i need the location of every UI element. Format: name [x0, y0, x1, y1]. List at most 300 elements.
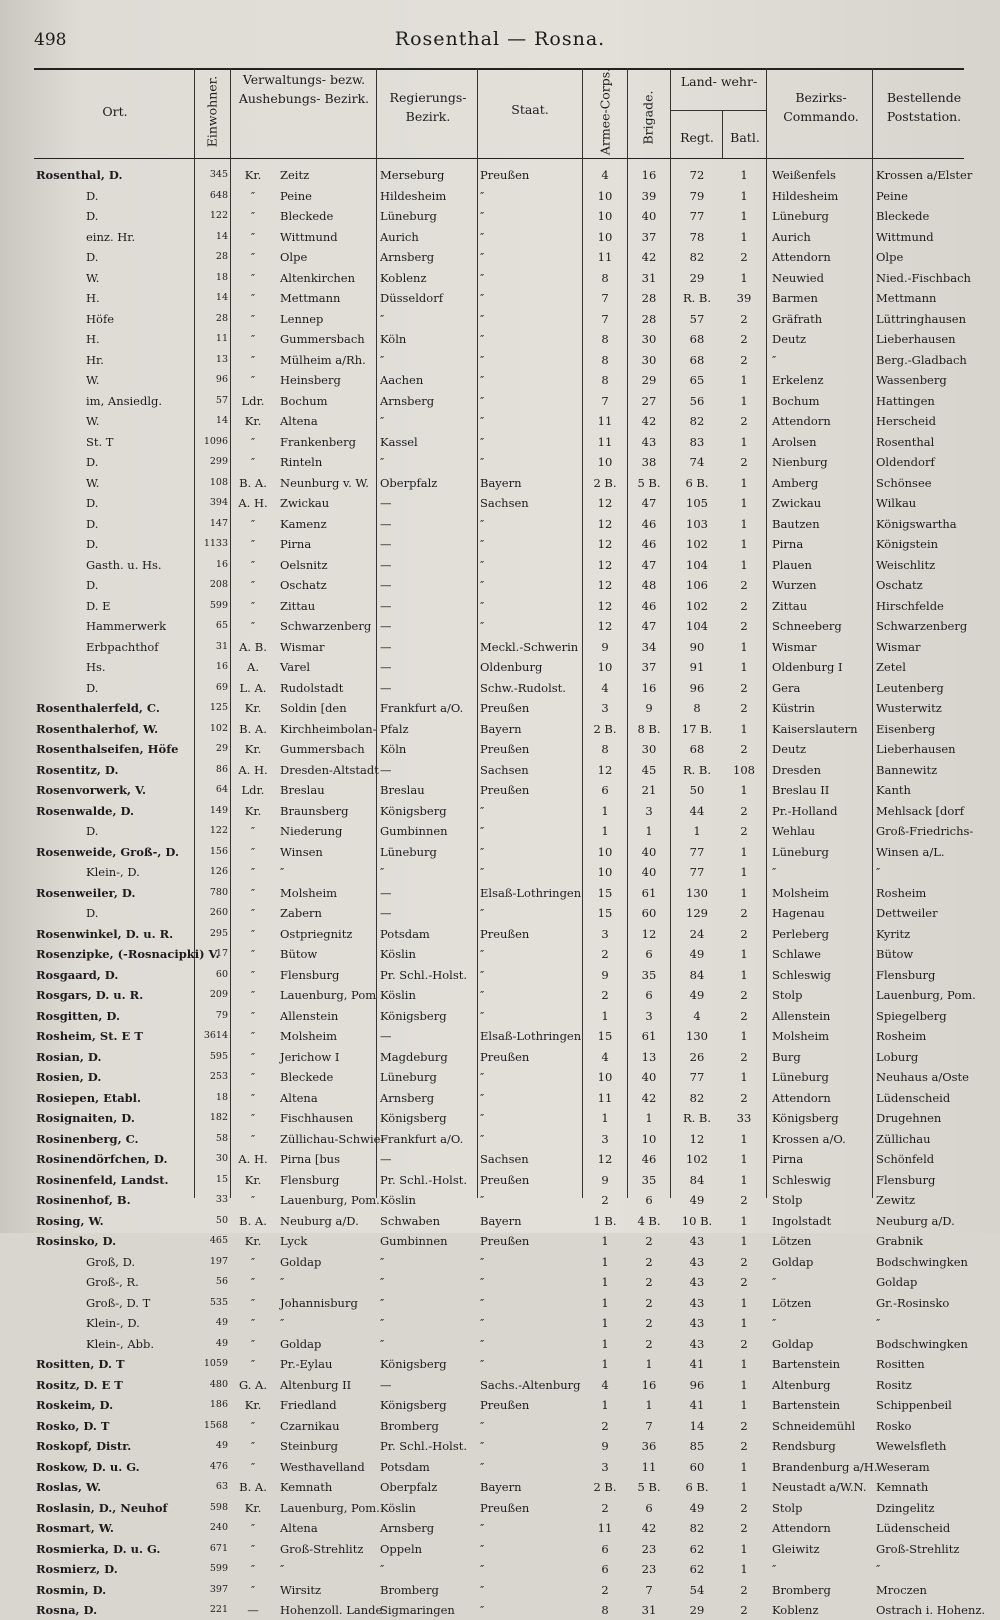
- table-row: [0, 1313, 1000, 1333]
- state-cell: Preußen: [480, 1398, 530, 1412]
- district-type-cell: B. A.: [239, 721, 267, 736]
- district-command-cell: Schleswig: [772, 1172, 831, 1187]
- population-cell: 126: [209, 866, 228, 877]
- state-cell: ″: [480, 1582, 485, 1597]
- district-command-cell: Erkelenz: [772, 373, 824, 387]
- army-corps-cell: 12: [597, 578, 613, 592]
- state-cell: ″: [480, 1603, 485, 1617]
- district-cell: Allenstein: [280, 1008, 339, 1023]
- post-station-cell: Berg.-Gladbach: [876, 352, 967, 367]
- regiment-cell: 78: [689, 229, 705, 244]
- army-corps-cell: 1: [601, 1275, 609, 1289]
- government-district-cell: —: [380, 496, 392, 510]
- brigade-cell: 31: [641, 270, 657, 285]
- district-type-cell: ″: [250, 988, 256, 1002]
- population-cell: 16: [215, 661, 228, 672]
- district-type-cell: Kr.: [244, 1500, 262, 1515]
- battalion-cell: 1: [740, 1172, 748, 1187]
- post-station-cell: Nied.-Fischbach: [876, 270, 971, 285]
- table-row: [0, 842, 1000, 862]
- district-cell: Kamenz: [280, 516, 327, 531]
- table-header-rule: [34, 158, 964, 159]
- district-command-cell: Bartenstein: [772, 1357, 841, 1371]
- district-command-cell: Krossen a/O.: [772, 1131, 846, 1146]
- regiment-cell: 6 B.: [685, 475, 709, 490]
- battalion-cell: 1: [740, 947, 748, 961]
- regiment-cell: 49: [689, 947, 705, 961]
- district-command-cell: Lötzen: [772, 1234, 812, 1248]
- state-cell: ″: [480, 188, 485, 203]
- post-station-cell: Lieberhausen: [876, 332, 956, 346]
- ort-cell: Rosenweiler, D.: [36, 885, 136, 900]
- battalion-cell: 1: [740, 1377, 748, 1392]
- population-cell: 63: [215, 1481, 228, 1492]
- army-corps-cell: 3: [601, 701, 609, 715]
- district-command-cell: Küstrin: [772, 701, 815, 715]
- government-district-cell: Königsberg: [380, 1398, 447, 1412]
- district-cell: Zwickau: [280, 496, 330, 510]
- battalion-cell: 2: [740, 1603, 748, 1617]
- army-corps-cell: 15: [597, 1029, 613, 1043]
- ort-cell: Roslasin, D., Neuhof: [36, 1500, 168, 1515]
- regiment-cell: 102: [686, 1152, 708, 1166]
- battalion-cell: 108: [733, 762, 755, 777]
- post-station-cell: Rosheim: [876, 1029, 927, 1043]
- district-cell: Lennep: [280, 311, 324, 326]
- ort-cell: Roskopf, Distr.: [36, 1439, 132, 1453]
- population-cell: 476: [209, 1460, 228, 1472]
- army-corps-cell: 11: [597, 250, 613, 264]
- regiment-cell: 56: [689, 393, 705, 408]
- district-command-cell: Königsberg: [772, 1111, 839, 1125]
- ort-cell: D.: [86, 680, 99, 695]
- table-row: [0, 698, 1000, 718]
- district-command-cell: Schleswig: [772, 967, 831, 982]
- header-regt: Regt.: [680, 130, 714, 145]
- battalion-cell: 2: [740, 1254, 748, 1269]
- regiment-cell: 43: [689, 1295, 705, 1310]
- state-cell: ″: [480, 598, 485, 613]
- regiment-cell: 62: [689, 1562, 705, 1576]
- army-corps-cell: 8: [601, 742, 609, 756]
- brigade-cell: 40: [641, 865, 657, 879]
- army-corps-cell: 15: [597, 885, 613, 900]
- district-cell: Flensburg: [280, 1172, 340, 1187]
- ort-cell: Groß, D.: [86, 1254, 136, 1269]
- regiment-cell: 104: [686, 619, 708, 633]
- state-cell: ″: [480, 824, 485, 838]
- regiment-cell: 82: [689, 1521, 705, 1535]
- battalion-cell: 1: [740, 1295, 748, 1310]
- regiment-cell: 62: [689, 1541, 705, 1556]
- state-cell: ″: [480, 229, 485, 244]
- table-row: [0, 370, 1000, 390]
- district-cell: Rinteln: [280, 455, 323, 469]
- army-corps-cell: 7: [601, 311, 609, 326]
- table-row: [0, 1067, 1000, 1087]
- table-row: [0, 657, 1000, 677]
- table-row: [0, 924, 1000, 944]
- post-station-cell: ″: [876, 1316, 881, 1330]
- brigade-cell: 2: [645, 1275, 653, 1289]
- ort-cell: Rosgars, D. u. R.: [36, 988, 144, 1002]
- post-station-cell: Schönfeld: [876, 1152, 935, 1166]
- government-district-cell: Köslin: [380, 1500, 416, 1515]
- army-corps-cell: 1: [601, 1295, 609, 1310]
- district-command-cell: Pr.-Holland: [772, 803, 838, 818]
- district-command-cell: Lüneburg: [772, 844, 829, 859]
- state-cell: ″: [480, 1541, 485, 1556]
- district-type-cell: ″: [250, 619, 256, 633]
- army-corps-cell: 4: [601, 1049, 609, 1064]
- table-row: [0, 719, 1000, 739]
- post-station-cell: Peine: [876, 188, 908, 203]
- brigade-cell: 11: [641, 1459, 657, 1474]
- header-brigade: Brigade.: [640, 90, 656, 145]
- army-corps-cell: 6: [601, 1541, 609, 1556]
- district-type-cell: ″: [250, 270, 256, 285]
- brigade-cell: 1: [645, 824, 653, 838]
- battalion-cell: 39: [736, 291, 752, 305]
- ort-cell: Rosinenhof, B.: [36, 1193, 131, 1207]
- post-station-cell: Rositz: [876, 1377, 912, 1392]
- government-district-cell: Bromberg: [380, 1418, 439, 1433]
- district-cell: Bütow: [280, 947, 318, 961]
- post-station-cell: Krossen a/Elster: [876, 168, 973, 182]
- district-type-cell: ″: [250, 188, 256, 203]
- population-cell: 397: [209, 1583, 228, 1595]
- district-type-cell: Kr.: [244, 701, 262, 715]
- district-cell: Steinburg: [280, 1439, 339, 1453]
- brigade-cell: 31: [641, 1603, 657, 1617]
- army-corps-cell: 2: [601, 1193, 609, 1207]
- brigade-cell: 2: [645, 1254, 653, 1269]
- battalion-cell: 1: [740, 1398, 748, 1412]
- brigade-cell: 37: [641, 229, 657, 244]
- post-station-cell: Mroczen: [876, 1582, 927, 1597]
- regiment-cell: 102: [686, 598, 708, 613]
- district-cell: Friedland: [280, 1398, 337, 1412]
- population-cell: 58: [215, 1132, 228, 1144]
- population-cell: 18: [215, 1091, 228, 1103]
- post-station-cell: Groß-Friedrichs-: [876, 824, 974, 838]
- regiment-cell: R. B.: [682, 1111, 712, 1125]
- government-district-cell: ″: [380, 1316, 385, 1330]
- state-cell: ″: [480, 967, 485, 982]
- state-cell: ″: [480, 947, 485, 961]
- post-station-cell: Wewelsfleth: [876, 1439, 947, 1453]
- header-bezirkskommando: Bezirks- Commando.: [783, 90, 859, 124]
- post-station-cell: Wilkau: [876, 496, 917, 510]
- state-cell: ″: [480, 1357, 485, 1371]
- population-cell: 599: [209, 599, 228, 611]
- regiment-cell: 79: [689, 188, 705, 203]
- army-corps-cell: 10: [597, 844, 613, 859]
- district-cell: Heinsberg: [280, 373, 341, 387]
- army-corps-cell: 2 B.: [593, 1480, 617, 1494]
- army-corps-cell: 6: [601, 783, 609, 797]
- state-cell: ″: [480, 270, 485, 285]
- army-corps-cell: 11: [597, 434, 613, 449]
- regiment-cell: 14: [689, 1418, 705, 1433]
- state-cell: Sachsen: [480, 1152, 529, 1166]
- post-station-cell: Neuburg a/D.: [876, 1213, 955, 1228]
- army-corps-cell: 10: [597, 455, 613, 469]
- post-station-cell: Gr.-Rosinsko: [876, 1295, 950, 1310]
- population-cell: 14: [215, 415, 228, 426]
- table-row: [0, 1600, 1000, 1620]
- brigade-cell: 6: [645, 1193, 653, 1207]
- battalion-cell: 2: [740, 1049, 748, 1064]
- district-type-cell: ″: [250, 1418, 256, 1433]
- population-cell: 149: [209, 804, 228, 816]
- regiment-cell: 96: [689, 1377, 705, 1392]
- battalion-cell: 1: [740, 1562, 748, 1576]
- state-cell: ″: [480, 373, 485, 387]
- brigade-cell: 34: [641, 639, 657, 654]
- post-station-cell: Kyritz: [876, 926, 911, 941]
- regiment-cell: 77: [689, 865, 705, 879]
- ort-cell: Hammerwerk: [86, 619, 167, 633]
- government-district-cell: ″: [380, 311, 385, 326]
- regiment-cell: 41: [689, 1357, 705, 1371]
- battalion-cell: 2: [740, 1500, 748, 1515]
- table-row: [0, 616, 1000, 636]
- brigade-cell: 46: [641, 598, 657, 613]
- ort-cell: Rosentitz, D.: [36, 762, 119, 777]
- government-district-cell: Hildesheim: [380, 188, 447, 203]
- district-cell: Lauenburg, Pom: [280, 988, 377, 1002]
- landwehr-subdivider: [722, 110, 723, 158]
- district-type-cell: ″: [250, 1582, 256, 1597]
- ort-cell: D.: [86, 250, 99, 264]
- government-district-cell: Oberpfalz: [380, 1480, 438, 1494]
- state-cell: ″: [480, 906, 485, 920]
- ort-cell: Rosmin, D.: [36, 1582, 107, 1597]
- regiment-cell: 90: [689, 639, 705, 654]
- regiment-cell: 1: [693, 824, 701, 838]
- battalion-cell: 2: [740, 1582, 748, 1597]
- ort-cell: Gasth. u. Hs.: [86, 557, 162, 572]
- table-row: [0, 1108, 1000, 1128]
- battalion-cell: 2: [740, 1090, 748, 1105]
- district-type-cell: ″: [250, 1029, 256, 1043]
- ort-cell: Erbpachthof: [86, 639, 159, 654]
- government-district-cell: Gumbinnen: [380, 824, 448, 838]
- population-cell: 69: [215, 681, 228, 693]
- battalion-cell: 2: [740, 926, 748, 941]
- population-cell: 50: [215, 1214, 228, 1226]
- district-command-cell: Neustadt a/W.N.: [772, 1480, 867, 1494]
- state-cell: ″: [480, 352, 485, 367]
- ort-cell: Rosiepen, Etabl.: [36, 1090, 142, 1105]
- ort-cell: Rosenweide, Groß-, D.: [36, 844, 179, 859]
- population-cell: 209: [209, 989, 228, 1000]
- regiment-cell: 4: [693, 1008, 701, 1023]
- population-cell: 60: [215, 968, 228, 980]
- brigade-cell: 3: [645, 1008, 653, 1023]
- army-corps-cell: 1: [601, 1008, 609, 1023]
- district-type-cell: ″: [250, 1521, 256, 1535]
- population-cell: 260: [209, 907, 228, 918]
- state-cell: Sachsen: [480, 762, 529, 777]
- army-corps-cell: 1: [601, 1111, 609, 1125]
- district-cell: Züllichau-Schwie-: [280, 1131, 385, 1146]
- table-row: [0, 760, 1000, 780]
- table-row: [0, 596, 1000, 616]
- district-type-cell: ″: [250, 1193, 256, 1207]
- district-type-cell: A. H.: [238, 762, 268, 777]
- district-type-cell: Kr.: [244, 168, 262, 182]
- district-type-cell: ″: [250, 967, 256, 982]
- brigade-cell: 42: [641, 1521, 657, 1535]
- brigade-cell: 6: [645, 947, 653, 961]
- army-corps-cell: 11: [597, 1090, 613, 1105]
- battalion-cell: 1: [740, 209, 748, 223]
- district-command-cell: Nienburg: [772, 455, 828, 469]
- battalion-cell: 1: [740, 721, 748, 736]
- ort-cell: Rosenthalerhof, W.: [36, 721, 159, 736]
- government-district-cell: Köln: [380, 742, 407, 756]
- table-row: [0, 206, 1000, 226]
- regiment-cell: 68: [689, 332, 705, 346]
- district-command-cell: Attendorn: [772, 414, 831, 428]
- battalion-cell: 1: [740, 537, 748, 551]
- regiment-cell: 49: [689, 1500, 705, 1515]
- army-corps-cell: 1: [601, 803, 609, 818]
- district-command-cell: Stolp: [772, 988, 803, 1002]
- district-command-cell: Schlawe: [772, 947, 821, 961]
- regiment-cell: 130: [686, 1029, 708, 1043]
- brigade-cell: 7: [645, 1582, 653, 1597]
- state-cell: Elsaß-Lothringen: [480, 1029, 582, 1043]
- district-cell: Wirsitz: [280, 1582, 322, 1597]
- table-row: [0, 391, 1000, 411]
- state-cell: ″: [480, 578, 485, 592]
- battalion-cell: 1: [740, 639, 748, 654]
- population-cell: 31: [215, 640, 228, 652]
- brigade-cell: 28: [641, 311, 657, 326]
- government-district-cell: Merseburg: [380, 168, 445, 182]
- battalion-cell: 1: [740, 1213, 748, 1228]
- state-cell: Preußen: [480, 701, 530, 715]
- district-command-cell: Wurzen: [772, 578, 817, 592]
- brigade-cell: 30: [641, 332, 657, 346]
- state-cell: ″: [480, 1418, 485, 1433]
- army-corps-cell: 10: [597, 229, 613, 244]
- population-cell: 599: [209, 1563, 228, 1574]
- post-station-cell: Oschatz: [876, 578, 923, 592]
- table-row: [0, 493, 1000, 513]
- post-station-cell: Dettweiler: [876, 906, 938, 920]
- district-type-cell: ″: [250, 947, 256, 961]
- ort-cell: Rosmierz, D.: [36, 1562, 118, 1576]
- table-row: [0, 801, 1000, 821]
- district-type-cell: ″: [250, 598, 256, 613]
- battalion-cell: 2: [740, 1521, 748, 1535]
- district-type-cell: ″: [250, 291, 256, 305]
- ort-cell: Rosignaiten, D.: [36, 1111, 135, 1125]
- district-type-cell: ″: [250, 865, 256, 879]
- regiment-cell: 65: [689, 373, 705, 387]
- district-command-cell: Schneeberg: [772, 619, 842, 633]
- post-station-cell: Bodschwingken: [876, 1254, 968, 1269]
- regiment-cell: 43: [689, 1275, 705, 1289]
- ort-cell: Rosenzipke, (-Rosnacipki) V.: [36, 947, 220, 961]
- government-district-cell: Königsberg: [380, 1357, 447, 1371]
- brigade-cell: 10: [641, 1131, 657, 1146]
- population-cell: 208: [209, 579, 228, 590]
- ort-cell: Rosmart, W.: [36, 1521, 114, 1535]
- brigade-cell: 8 B.: [637, 721, 661, 736]
- state-cell: ″: [480, 209, 485, 223]
- battalion-cell: 1: [740, 1541, 748, 1556]
- district-cell: Pr.-Eylau: [280, 1357, 333, 1371]
- population-cell: 221: [209, 1604, 228, 1615]
- army-corps-cell: 1: [601, 824, 609, 838]
- district-type-cell: ″: [250, 1008, 256, 1023]
- army-corps-cell: 2: [601, 1418, 609, 1433]
- district-type-cell: ″: [250, 885, 256, 900]
- table-row: [0, 309, 1000, 329]
- government-district-cell: Magdeburg: [380, 1049, 448, 1064]
- table-row: [0, 227, 1000, 247]
- ort-cell: Rosian, D.: [36, 1049, 102, 1064]
- battalion-cell: 1: [740, 229, 748, 244]
- district-cell: Wittmund: [280, 229, 338, 244]
- ort-cell: Rosna, D.: [36, 1603, 98, 1617]
- government-district-cell: Aachen: [380, 373, 424, 387]
- district-command-cell: Attendorn: [772, 1090, 831, 1105]
- government-district-cell: —: [380, 1377, 392, 1392]
- government-district-cell: Oppeln: [380, 1541, 423, 1556]
- army-corps-cell: 10: [597, 660, 613, 674]
- ort-cell: im, Ansiedlg.: [86, 393, 163, 408]
- brigade-cell: 40: [641, 209, 657, 223]
- battalion-cell: 2: [740, 1439, 748, 1453]
- ort-cell: W.: [86, 270, 100, 285]
- district-command-cell: Zittau: [772, 598, 808, 613]
- regiment-cell: 26: [689, 1049, 705, 1064]
- post-station-cell: Grabnik: [876, 1234, 923, 1248]
- district-command-cell: Amberg: [772, 475, 819, 490]
- population-cell: 56: [215, 1276, 228, 1287]
- brigade-cell: 61: [641, 885, 657, 900]
- district-type-cell: ″: [250, 1316, 256, 1330]
- district-type-cell: ″: [250, 1439, 256, 1453]
- table-row: [0, 1518, 1000, 1538]
- header-einwohner: Einwohner.: [204, 75, 220, 148]
- army-corps-cell: 2: [601, 1582, 609, 1597]
- district-type-cell: A. H.: [238, 1152, 268, 1166]
- table-row: [0, 329, 1000, 349]
- district-cell: Mülheim a/Rh.: [280, 352, 366, 367]
- state-cell: Bayern: [480, 721, 522, 736]
- army-corps-cell: 2: [601, 947, 609, 961]
- ort-cell: Rosien, D.: [36, 1070, 102, 1084]
- government-district-cell: Köln: [380, 332, 407, 346]
- battalion-cell: 1: [740, 516, 748, 531]
- district-command-cell: ″: [772, 865, 777, 879]
- government-district-cell: ″: [380, 1562, 385, 1576]
- district-command-cell: Koblenz: [772, 1603, 819, 1617]
- table-row: [0, 555, 1000, 575]
- regiment-cell: 41: [689, 1398, 705, 1412]
- post-station-cell: Königstein: [876, 537, 939, 551]
- battalion-cell: 1: [740, 885, 748, 900]
- district-cell: Neuburg a/D.: [280, 1213, 359, 1228]
- battalion-cell: 2: [740, 988, 748, 1002]
